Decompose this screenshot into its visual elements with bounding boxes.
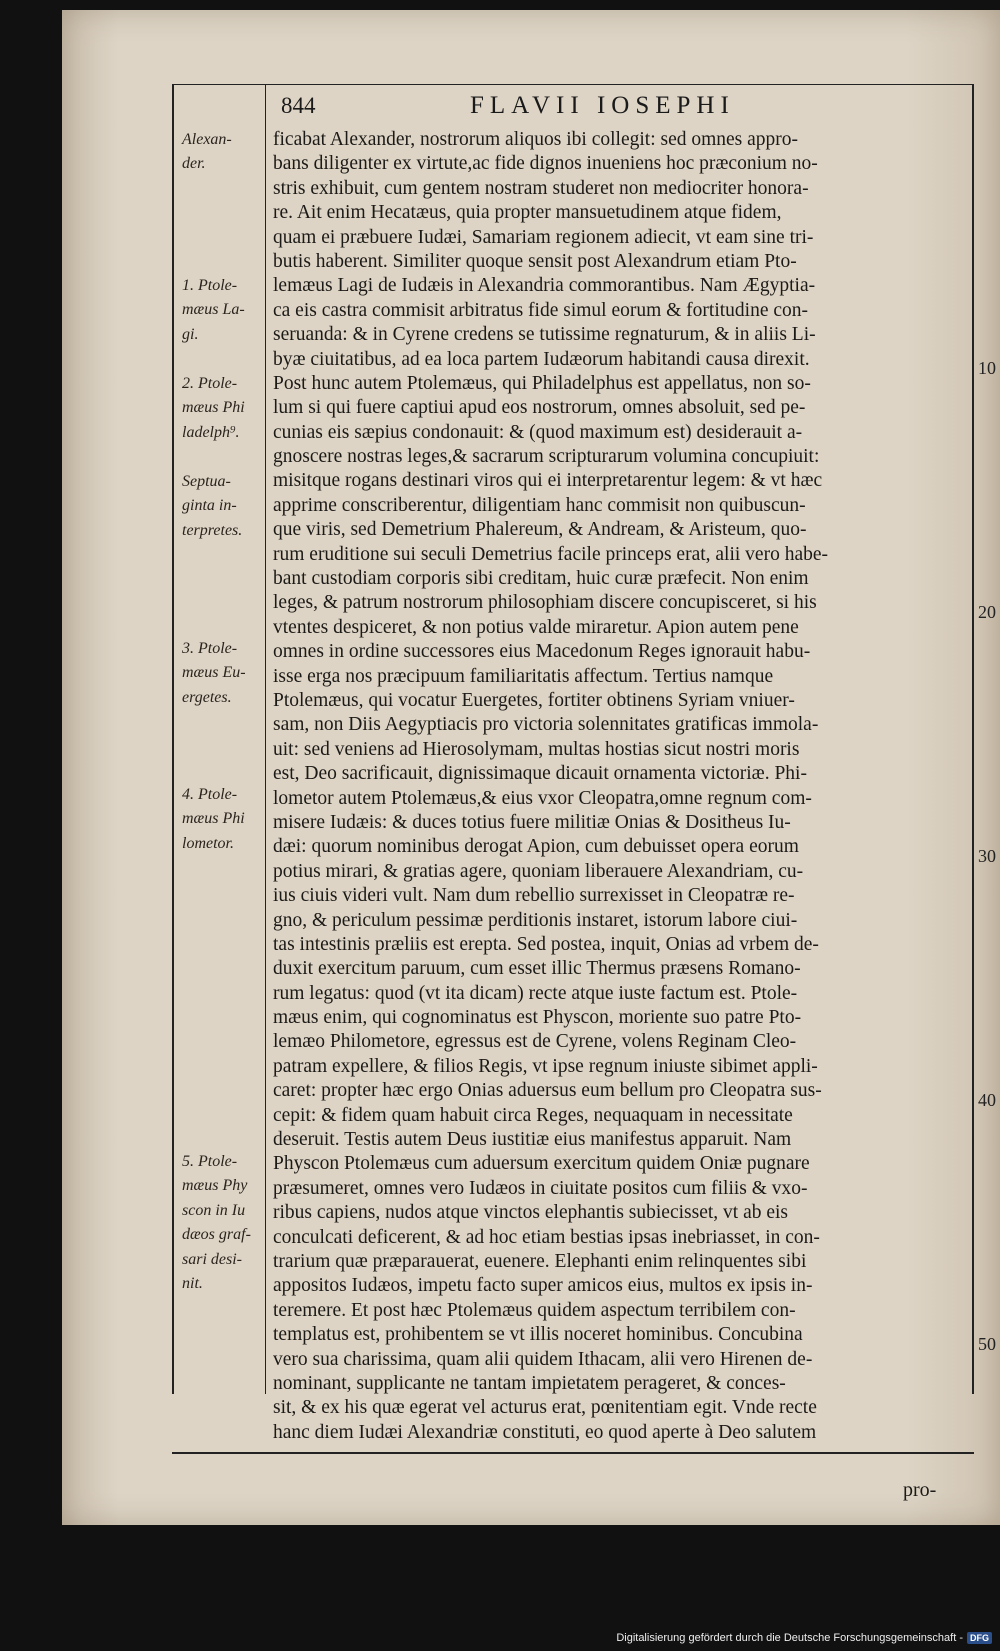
text-line: gnoscere nostras leges,& sacrarum scripturarum volumina concupiuit:: [273, 446, 820, 468]
line-number: 20: [978, 602, 996, 622]
text-line: ribus capiens, nudos atque vinctos elephantis subiecisset, vt ab eis: [273, 1202, 789, 1224]
text-line: bant custodiam corporis sibi creditam, huic curæ præfecit. Non enim: [273, 568, 809, 590]
text-line: ficabat Alexander, nostrorum aliquos ibi collegit: sed omnes appro-: [273, 129, 799, 150]
marginal-note-line: sari desi-: [182, 1250, 242, 1268]
text-line: sit, & ex his quæ egerat vel acturus erat, pœnitentiam egit. Vnde recte: [273, 1397, 817, 1419]
digitization-footer: [616, 1632, 992, 1644]
marginal-note-line: terpretes.: [182, 521, 243, 539]
text-line: teremere. Et post hæc Ptolemæus quidem aspectum terribilem con-: [273, 1299, 796, 1321]
text-line: appositos Iudæos, impetu facto super amicos eius, multos ex ipsis in-: [273, 1275, 813, 1297]
text-line: tas intestinis præliis est erepta. Sed postea, inquit, Onias ad vrbem de-: [273, 933, 819, 955]
text-line: Physcon Ptolemæus cum aduersum exercitum quidem Oniæ pugnare: [273, 1153, 810, 1175]
text-line: misitque rogans destinari viros qui ei interpretarentur legem: & vt hæc: [273, 470, 823, 492]
body-text: [273, 128, 967, 1445]
text-line: caret: propter hæc ergo Onias aduersus eum bellum pro Cleopatra sus-: [273, 1080, 822, 1102]
marginal-note-ptolemy-physcon: [182, 1150, 264, 1296]
text-line: seruanda: & in Cyrene credens se tutissime regnaturum, & in aliis Li-: [273, 324, 816, 346]
marginal-note-line: ergetes.: [182, 688, 232, 706]
marginal-note-line: gi.: [182, 325, 199, 343]
marginal-note-line: Alexan-: [182, 131, 232, 148]
text-line: stris exhibuit, cum gentem nostram studeret non mediocriter honora-: [273, 177, 809, 199]
right-outer-rule: [972, 84, 974, 1394]
dfg-logo: DFG: [967, 1632, 992, 1644]
text-line: potius mirari, & gratias agere, quoniam liberauere Alexandriam, cu-: [273, 860, 804, 882]
text-line: Ptolemæus, qui vocatur Euergetes, fortiter obtinens Syriam vniuer-: [273, 689, 795, 711]
text-line: misere Iudæis: & duces totius fuere militiæ Onias & Dositheus Iu-: [273, 811, 791, 833]
text-line: quam ei præbuere Iudæi, Samariam regionem adiecit, vt eam sine tri-: [273, 226, 814, 248]
text-line: lometor autem Ptolemæus,& eius vxor Cleopatra,omne regnum com-: [273, 787, 812, 809]
marginal-note-line: ginta in-: [182, 497, 237, 515]
text-line: lemæo Philometore, egressus est de Cyrene, volens Reginam Cleo-: [273, 1031, 797, 1053]
text-line: ca eis castra commisit arbitratus fide simul eorum & fortitudine con-: [273, 299, 809, 321]
marginal-note-line: der.: [182, 155, 206, 173]
text-line: duxit exercitum paruum, cum esset illic Thermus præsens Romano-: [273, 958, 801, 980]
marginal-note-line: scon in Iu: [182, 1201, 246, 1219]
text-line: bans diligenter ex virtute,ac fide dignos inueniens hoc præconium no-: [273, 153, 818, 175]
line-number: 10: [978, 358, 996, 378]
text-line: hanc diem Iudæi Alexandriæ constituti, eo quod aperte à Deo salutem: [273, 1421, 817, 1443]
text-line: leges, & patrum nostrorum philosophiam discere concupisceret, si his: [273, 592, 817, 614]
text-line: apprime conscriberentur, diligentiam hanc commisit non quibuscun-: [273, 494, 806, 516]
text-line: dæi: quorum nominibus derogat Apion, cum debuisset opera eorum: [273, 836, 799, 858]
text-line: deseruit. Testis autem Deus iustitiæ eius manifestus apparuit. Nam: [273, 1129, 792, 1151]
marginal-note-line: 3. Ptole-: [182, 640, 238, 657]
running-title: FLAVII IOSEPHI: [470, 92, 735, 119]
marginal-note-line: mæus Phi: [182, 399, 245, 417]
text-line: lum si qui fuere captiui apud eos nostrorum, omnes absoluit, sed pe-: [273, 397, 806, 419]
text-line: isse erga nos præcipuum familiaritatis affectum. Tertius namque: [273, 665, 774, 687]
text-line: que viris, sed Demetrium Phalereum, & Andream, & Aristeum, quo-: [273, 519, 807, 541]
marginal-note-line: mæus Eu-: [182, 664, 246, 682]
text-line: rum eruditione sui seculi Demetrius facile princeps erat, alii vero habe-: [273, 543, 828, 565]
marginal-note-alexander: [182, 128, 264, 177]
marginal-note-line: 1. Ptole-: [182, 277, 238, 294]
marginal-note-septuagint: [182, 470, 264, 543]
page-number: 844: [281, 93, 316, 118]
text-line: lemæus Lagi de Iudæis in Alexandria commorantibus. Nam Ægyptia-: [273, 275, 816, 297]
text-line: mæus enim, qui cognominatus est Physcon, moriente suo patre Pto-: [273, 1007, 802, 1029]
marginal-note-ptolemy-philometor: [182, 783, 264, 856]
text-line: cunias eis sæpius condonauit: & (quod maximum est) desiderauit a-: [273, 421, 803, 443]
text-line: byæ ciuitatibus, ad ea loca partem Iudæorum habitandi causa direxit.: [273, 348, 810, 370]
text-line: ius ciuis videri vult. Nam dum rebellio surrexisset in Cleopatræ re-: [273, 885, 795, 907]
text-line: præsumeret, omnes vero Iudæos in ciuitate positos cum filiis & vxo-: [273, 1177, 808, 1199]
marginal-note-line: dæos graf-: [182, 1226, 251, 1244]
marginal-divider-rule: [265, 84, 266, 1394]
text-line: est, Deo sacrificauit, dignissimaque dicauit ornamenta victoriæ. Phi-: [273, 763, 807, 785]
marginal-note-line: 2. Ptole-: [182, 375, 238, 392]
marginal-note-line: mæus Phi: [182, 810, 245, 828]
text-line: vero sua charissima, quam alii quidem Ithacam, alii vero Hirenen de-: [273, 1348, 813, 1370]
text-line: vtentes despiceret, & non potius valde miraretur. Apion autem pene: [273, 616, 799, 638]
text-line: conculcati deficerent, & ad hoc etiam bestias ipsas inebriasset, in con-: [273, 1226, 820, 1248]
line-number: 30: [978, 846, 996, 866]
text-line: re. Ait enim Hecatæus, quia propter mansuetudinem atque fidem,: [273, 202, 782, 224]
marginal-note-line: lometor.: [182, 834, 234, 852]
marginal-note-line: 5. Ptole-: [182, 1153, 238, 1170]
marginal-note-line: nit.: [182, 1274, 203, 1292]
bottom-rule: [172, 1452, 974, 1454]
text-line: butis haberent. Similiter quoque sensit post Alexandrum etiam Pto-: [273, 250, 797, 272]
marginal-note-line: mæus Phy: [182, 1177, 248, 1195]
text-line: trarium quæ præparauerat, euenere. Elephanti enim relinquentes sibi: [273, 1250, 807, 1272]
marginal-note-ptolemy-philadelphus: [182, 372, 264, 445]
text-line: omnes in ordine successores eius Macedonum Reges ignorauit habu-: [273, 641, 811, 663]
text-line: cepit: & fidem quam habuit circa Reges, nequaquam in necessitate: [273, 1104, 793, 1126]
text-line: Post hunc autem Ptolemæus, qui Philadelphus est appellatus, non so-: [273, 372, 811, 394]
marginal-note-line: 4. Ptole-: [182, 786, 238, 803]
text-line: uit: sed veniens ad Hierosolymam, multas hostias sicut nostri moris: [273, 738, 800, 760]
catchword: pro-: [903, 1479, 937, 1501]
text-line: templatus est, prohibentem se vt illis noceret hominibus. Concubina: [273, 1324, 803, 1346]
marginal-note-ptolemy-euergetes: [182, 637, 264, 710]
text-line: gno, & periculum pessimæ perditionis instaret, istorum labore ciui-: [273, 909, 798, 931]
text-line: nominant, supplicante ne tantam impietatem perageret, & conces-: [273, 1372, 786, 1394]
text-line: rum legatus: quod (vt ita dicam) recte atque iuste factum est. Ptole-: [273, 982, 798, 1004]
line-number: 40: [978, 1090, 996, 1110]
header-rule: [172, 84, 974, 85]
left-outer-rule: [172, 84, 174, 1394]
marginal-note-line: ladelph⁹.: [182, 423, 240, 441]
marginal-note-line: Septua-: [182, 473, 231, 490]
marginal-note-ptolemy-lagi: [182, 274, 264, 347]
text-line: sam, non Diis Aegyptiacis pro victoria solennitates gratificas immola-: [273, 714, 819, 736]
digitization-credit: Digitalisierung gefördert durch die Deutsche Forschungsgemeinschaft -: [616, 1632, 963, 1644]
line-number: 50: [978, 1334, 996, 1354]
text-line: patram expellere, & filios Regis, vt ipse regnum iniuste sibimet appli-: [273, 1055, 818, 1077]
marginal-note-line: mæus La-: [182, 301, 245, 319]
